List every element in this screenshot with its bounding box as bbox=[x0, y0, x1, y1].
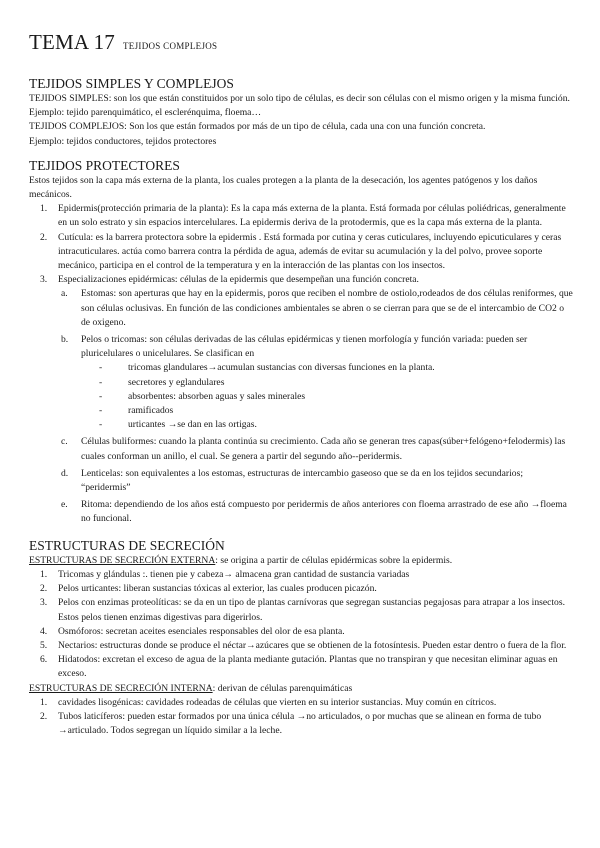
list-number: 1. bbox=[40, 568, 48, 580]
section-heading: TEJIDOS SIMPLES Y COMPLEJOS bbox=[29, 76, 234, 91]
list-number: 2. bbox=[40, 583, 48, 595]
paragraph-externa bbox=[29, 554, 574, 568]
paragraph-complejos bbox=[29, 120, 574, 134]
page-subtitle: TEJIDOS COMPLEJOS bbox=[123, 41, 218, 51]
list-item bbox=[61, 435, 574, 463]
dash-item bbox=[99, 404, 574, 418]
list-item-text: Ritoma: dependiendo de los años está compuesto por peridermis de años anteriores con floema arrastrado de ese año →floema no funcional. bbox=[81, 499, 567, 525]
dash-item bbox=[99, 418, 574, 432]
list-item bbox=[40, 202, 574, 230]
list-item bbox=[40, 582, 574, 596]
term-label: ESTRUCTURAS DE SECRECIÓN EXTERNA bbox=[29, 554, 216, 566]
term-text: : son los que están constituidos por un solo tipo de células, es decir son células con el mismo origen y la misma función. Ejemplo: tejido parenquimático, el esclerénquima, floema… bbox=[29, 93, 570, 119]
dash-marker: - bbox=[99, 419, 103, 431]
list-item bbox=[40, 653, 574, 681]
dash-item-text: absorbentes: absorben aguas y sales minerales bbox=[128, 390, 306, 402]
paragraph-interna bbox=[29, 682, 574, 696]
list-item-text: Cutícula: es la barrera protectora sobre la epidermis . Está formada por cutina y ceras cuticulares, incluyendo epicuticulares y ceras intracuticulares. actúa como barrera contra la pérdida de agua, además de evitar su acumulación y la del polvo, provee soporte mecánico, participa en el control de la temperatura y en la interacción de las plantas con los insectos. bbox=[58, 231, 562, 272]
list-item-text: Tricomas y glándulas :. tienen pie y cabeza→ almacena gran cantidad de sustancia variadas bbox=[58, 568, 410, 580]
term-label: TEJIDOS SIMPLES bbox=[29, 93, 109, 104]
list-item-text: Lenticelas: son equivalentes a los estomas, estructuras de intercambio gaseoso que se da en los tejidos secundarios; “peridermis” bbox=[81, 467, 523, 494]
list-item bbox=[40, 696, 574, 710]
title-row bbox=[29, 30, 574, 55]
dash-item-text: ramificados bbox=[128, 405, 174, 417]
list-item-text: Pelos urticantes: liberan sustancias tóxicas al exterior, las cuales producen picazón. bbox=[58, 583, 377, 595]
list-item-text: Hidatodos: excretan el exceso de agua de la planta mediante gutación. Plantas que no transpiran y que necesitan eliminar aguas en exceso. bbox=[58, 654, 558, 680]
list-item bbox=[61, 287, 574, 330]
list-item-text: Epidermis(protección primaria de la planta): Es la capa más externa de la planta. Está formada por células poliédricas, generalmente en un solo estrato y sin espacios intercelulares. La epidermis deriva de la protodermis, que es la capa más externa de la planta. bbox=[58, 203, 566, 229]
list-number: 3. bbox=[40, 597, 48, 609]
section-heading: TEJIDOS PROTECTORES bbox=[29, 157, 180, 173]
list-number: 6. bbox=[40, 654, 48, 666]
list-letter: e. bbox=[61, 499, 68, 511]
list-letter: a. bbox=[61, 288, 68, 300]
list-number: 2. bbox=[40, 231, 48, 243]
paragraph-ejemplo: Ejemplo: tejidos conductores, tejidos protectores bbox=[29, 135, 217, 147]
list-item-text: cavidades lisogénicas: cavidades rodeadas de células que vierten en su interior sustancias. Muy común en cítricos. bbox=[58, 696, 497, 708]
list-item-text: Pelos con enzimas proteolíticas: se da en un tipo de plantas carnívoras que segregan sustancias pegajosas para atrapar a los insectos. Estos pelos tienen enzimas digestivas para digerirlos. bbox=[58, 597, 565, 623]
list-item-text: Especializaciones epidérmicas: células de la epidermis que desempeñan una función concreta. bbox=[58, 274, 419, 286]
list-number: 4. bbox=[40, 625, 48, 637]
list-item bbox=[40, 568, 574, 582]
dash-marker: - bbox=[99, 376, 103, 388]
lettered-list bbox=[29, 287, 574, 526]
list-number: 1. bbox=[40, 696, 48, 708]
dash-item-text: urticantes →se dan en las ortigas. bbox=[128, 419, 257, 431]
dash-item-text: secretores y eglandulares bbox=[128, 376, 225, 388]
numbered-list bbox=[29, 696, 574, 739]
list-item bbox=[61, 333, 574, 432]
list-letter: b. bbox=[61, 334, 69, 346]
numbered-list bbox=[29, 202, 574, 287]
list-number: 5. bbox=[40, 639, 48, 651]
term-text: : derivan de células parenquimáticas bbox=[212, 682, 353, 694]
paragraph-intro: Estos tejidos son la capa más externa de la planta, los cuales protegen a la planta de la desecación, los agentes patógenos y los daños mecánicos. bbox=[29, 174, 538, 201]
dash-list bbox=[81, 361, 574, 432]
section-heading: ESTRUCTURAS DE SECRECIÓN bbox=[29, 537, 225, 553]
section-secrecion bbox=[29, 537, 574, 739]
list-letter: c. bbox=[61, 436, 68, 448]
list-item bbox=[40, 639, 574, 653]
list-item bbox=[40, 710, 574, 738]
section-simples-complejos bbox=[29, 75, 574, 149]
dash-item-text: tricomas glandulares→acumulan sustancias con diversas funciones en la planta. bbox=[128, 362, 435, 374]
dash-item bbox=[99, 390, 574, 404]
list-number: 1. bbox=[40, 203, 48, 215]
list-item bbox=[40, 596, 574, 624]
list-letter: d. bbox=[61, 467, 69, 479]
section-protectores bbox=[29, 157, 574, 527]
term-label: TEJIDOS COMPLEJOS bbox=[29, 121, 125, 133]
dash-marker: - bbox=[99, 390, 103, 402]
dash-item bbox=[99, 376, 574, 390]
list-item-text: Estomas: son aperturas que hay en la epidermis, poros que reciben el nombre de ostiolo,rodeados de dos células reniformes, que son células oclusivas. En función de las condiciones ambientales se abren o se cierran para que se de el intercambio de CO2 o de oxigeno. bbox=[81, 288, 573, 328]
list-item bbox=[61, 498, 574, 526]
term-text: : se origina a partir de células epidérmicas sobre la epidermis. bbox=[215, 554, 453, 566]
dash-marker: - bbox=[99, 362, 103, 374]
paragraph-simples bbox=[29, 92, 574, 120]
list-item bbox=[40, 231, 574, 274]
list-item bbox=[61, 467, 574, 495]
list-item-text: Pelos o tricomas: son células derivadas de las células epidérmicas y tienen morfología y función variada: pueden ser pluricelulares o unicelulares. Se clasifican en bbox=[81, 334, 528, 360]
list-item-text: Nectarios: estructuras donde se produce el néctar→azúcares que se obtienen de la fotosíntesis. Pueden estar dentro o fuera de la flor. bbox=[58, 639, 567, 651]
term-label: ESTRUCTURAS DE SECRECIÓN INTERNA bbox=[29, 682, 213, 694]
term-text: : Son los que están formados por más de un tipo de célula, cada una con una función concreta. bbox=[124, 121, 486, 133]
list-number: 3. bbox=[40, 274, 48, 286]
dash-marker: - bbox=[99, 405, 103, 417]
page-title: TEMA 17 bbox=[29, 30, 115, 54]
dash-item bbox=[99, 361, 574, 375]
list-item-text: Tubos laticíferos: pueden estar formados por una única célula →no articulados, o por muchas que se alinean en forma de tubo →articulado. Todos segregan un líquido similar a la leche. bbox=[58, 710, 542, 737]
list-item bbox=[40, 625, 574, 639]
list-item bbox=[40, 273, 574, 287]
list-number: 2. bbox=[40, 710, 48, 722]
list-item-text: Células buliformes: cuando la planta continúa su crecimiento. Cada año se generan tres capas(súber+felógeno+felodermis) las cuales conforman un anillo, el cual. Se genera a partir del segundo año--peridermis. bbox=[81, 436, 566, 462]
numbered-list bbox=[29, 568, 574, 682]
list-item-text: Osmóforos: secretan aceites esenciales responsables del olor de esa planta. bbox=[58, 625, 345, 637]
